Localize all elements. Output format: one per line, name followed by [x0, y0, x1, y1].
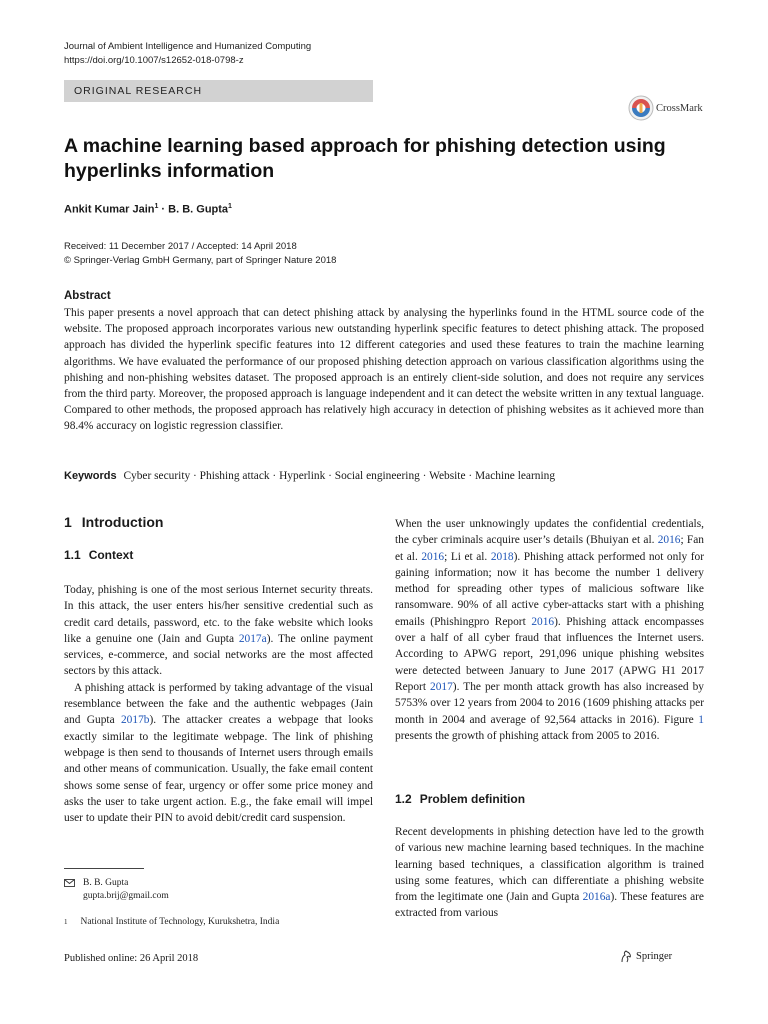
keywords — [64, 468, 704, 484]
citation-link[interactable]: 2017a — [238, 632, 267, 645]
section-number: 1.2 — [395, 792, 412, 806]
publisher-name: Springer — [636, 951, 673, 962]
right-column — [395, 516, 704, 744]
copyright-line: © Springer-Verlag GmbH Germany, part of Springer Nature 2018 — [64, 255, 337, 266]
article-dates — [64, 240, 336, 268]
keywords-list: Cyber security · Phishing attack · Hyperlink · Social engineering · Website · Machine learning — [123, 470, 556, 482]
doi-link[interactable]: https://doi.org/10.1007/s12652-018-0798-z — [64, 55, 244, 66]
journal-name: Journal of Ambient Intelligence and Humanized Computing — [64, 41, 312, 52]
author-affiliation-mark: 1 — [154, 203, 159, 210]
keywords-label: Keywords — [64, 470, 117, 482]
paragraph: A phishing attack is performed by taking advantage of the visual resemblance between the fake and the authentic webpages (Jain and Gupta 2017b). The attacker creates a webpage that looks exactly similar to the legitimate webpage. The link of phishing webpage is then send to thousands of Internet users through emails and other means of communication. Usually, the fake email content shows some sense of fear, urgency or offer some price money and asks the user to take urgent action. E.g., the fake email will impel user to update their PIN to avoid debit/credit card suspension. — [64, 681, 373, 825]
corresponding-email[interactable]: gupta.brij@gmail.com — [83, 891, 169, 901]
section-number: 1 — [64, 514, 72, 530]
citation-link[interactable]: 2016 — [657, 534, 681, 547]
crossmark-icon — [628, 95, 654, 121]
article-title: A machine learning based approach for phishing detection using hyperlinks information — [64, 135, 666, 182]
section-title: Context — [88, 548, 134, 562]
citation-link[interactable]: 2018 — [490, 550, 514, 563]
section-number: 1.1 — [64, 548, 81, 562]
citation-link[interactable]: 2017 — [430, 680, 453, 693]
journal-header — [64, 40, 311, 68]
figure-link[interactable]: 1 — [698, 713, 704, 726]
article-type-banner: ORIGINAL RESEARCH — [64, 80, 373, 102]
affiliation-number: 1 — [64, 918, 68, 926]
subsection-heading-problem-definition — [395, 792, 525, 806]
correspondence-footnote — [64, 877, 128, 890]
abstract-heading: Abstract — [64, 290, 111, 302]
paragraph: Today, phishing is one of the most serious Internet security threats. In this attack, the user enters his/her sensitive credential such as credit card details, password, etc. to the fake website which looks like a genuine one (Jain and Gupta 2017a). The online payment services, e-commerce, and social networks are the most affected sectors by this attack. — [64, 584, 373, 678]
crossmark-label: CrossMark — [656, 102, 703, 114]
citation-link[interactable]: 2017b — [120, 714, 150, 727]
author-name[interactable]: B. B. Gupta — [168, 203, 229, 216]
corresponding-author: B. B. Gupta — [83, 878, 129, 888]
author-separator: · — [158, 203, 169, 216]
right-column-continued — [395, 824, 704, 922]
paragraph: Recent developments in phishing detection have led to the growth of various new machine learning based techniques. In the machine learning based techniques, a classification algorithm is trained using some features, which can differentiate a phishing website from the legitimate one (Jain and Gupta 2016a). These features are extracted from various — [395, 826, 704, 920]
author-affiliation-mark: 1 — [228, 203, 232, 210]
envelope-icon — [64, 879, 75, 887]
section-title: Problem definition — [419, 792, 526, 806]
affiliation-footnote — [64, 916, 279, 929]
author-list — [64, 203, 232, 216]
citation-link[interactable]: 2016a — [582, 891, 611, 904]
publisher-logo — [620, 950, 672, 963]
received-accepted: Received: 11 December 2017 / Accepted: 14 April 2018 — [64, 241, 297, 252]
paragraph: When the user unknowingly updates the confidential credentials, the cyber criminals acquire user’s details (Bhuiyan et al. 2016; Fan et al. 2016; Li et al. 2018). Phishing attack performed not only for gaining information; now it has become the number 1 delivery method for spreading other types of malicious software like ransomware. 90% of all active cyber-attacks start with a phishing emails (Phishingpro Report 2016). Phishing attack encompasses over a half of all cyber fraud that influences the Internet users. According to APWG report, 291,096 unique phishing websites were detected between January to June 2017 (APWG H1 2017 Report 2017). The per month attack growth has also increased by 5753% over 12 years from 2004 to 2016 (1609 phishing attacks per month in 2004 and average of 92,564 attacks in 2016). Figure 1 presents the growth of phishing attack from 2005 to 2016. — [395, 518, 704, 742]
citation-link[interactable]: 2016 — [531, 615, 555, 628]
crossmark-button[interactable] — [628, 93, 703, 123]
published-date: Published online: 26 April 2018 — [64, 953, 199, 964]
left-column — [64, 582, 373, 826]
subsection-heading-context — [64, 548, 133, 562]
springer-horse-icon — [620, 950, 632, 963]
author-name[interactable]: Ankit Kumar Jain — [64, 203, 155, 216]
section-title: Introduction — [81, 514, 164, 530]
abstract-text: This paper presents a novel approach that can detect phishing attack by analysing the hyperlinks found in the HTML source code of the website. The proposed approach incorporates various new outstanding hyperlink specific features to detect phishing attack. The proposed approach has divided the hyperlink specific features into 12 different categories and used these features to train the machine learning algorithms. We have evaluated the performance of our proposed phishing detection approach on various classification algorithms using the phishing and non-phishing websites dataset. The proposed approach is an entirely client-side solution, and does not require any services from the third party. Moreover, the proposed approach is language independent and it can detect the website written in any textual language. Compared to other methods, the proposed approach has relatively high accuracy in detection of phishing websites as it achieved more than 98.4% accuracy on logistic regression classifier. — [64, 307, 704, 433]
footnote-divider — [64, 868, 144, 869]
section-heading-introduction — [64, 514, 163, 530]
affiliation-text: National Institute of Technology, Kurukshetra, India — [80, 917, 280, 927]
citation-link[interactable]: 2016 — [421, 550, 445, 563]
